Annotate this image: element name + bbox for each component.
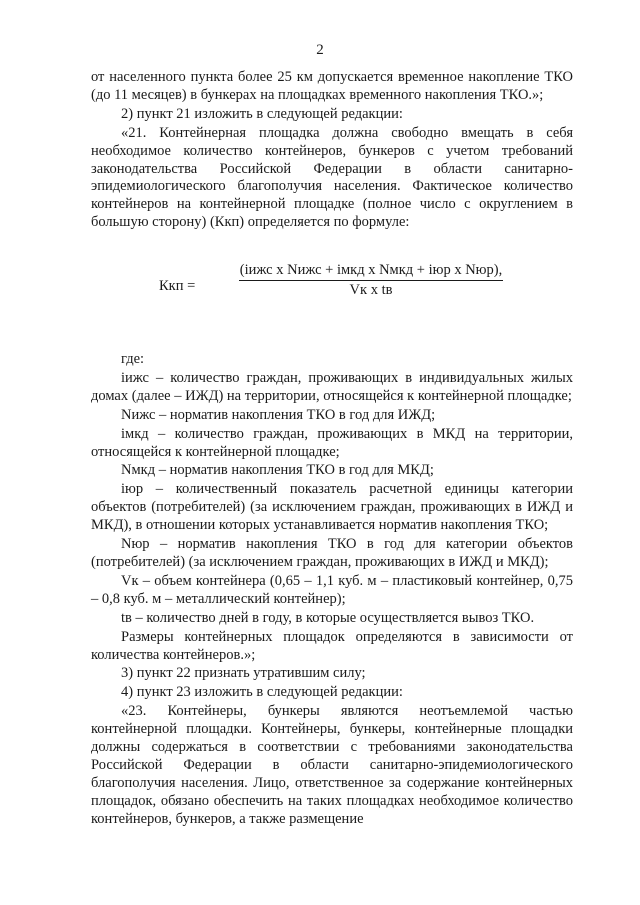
paragraph: Размеры контейнерных площадок определяются в зависимости от количества контейнеров.»; <box>91 628 573 663</box>
paragraph: «21. Контейнерная площадка должна свободно вмещать в себя необходимое количество контейнеров, бункеров с учетом требований законодательства Российской Федерации в области санитарно-эпидемиологического благополучия населения. Фактическое количество контейнеров на контейнерной площадке (полное число с округлением в большую сторону) (Ккп) определяется по формуле: <box>91 124 573 231</box>
paragraph: Vк – объем контейнера (0,65 – 1,1 куб. м – пластиковый контейнер, 0,75 – 0,8 куб. м – металлический контейнер); <box>91 572 573 607</box>
formula-fraction <box>239 262 503 299</box>
page-number: 2 <box>316 42 324 58</box>
paragraph: Nижс – норматив накопления ТКО в год для ИЖД; <box>121 406 436 423</box>
formula-denominator: Vк x tв <box>349 282 393 298</box>
paragraph: от населенного пункта более 25 км допускается временное накопление ТКО (до 11 месяцев) в бункерах на площадках временного накопления ТКО.»; <box>91 69 573 103</box>
paragraph: iижс – количество граждан, проживающих в индивидуальных жилых домах (далее – ИЖД) на территории, относящейся к контейнерной площадке; <box>91 369 573 404</box>
formula <box>91 262 573 312</box>
paragraph: iмкд – количество граждан, проживающих в МКД на территории, относящейся к контейнерной площадке; <box>91 425 573 460</box>
text-block-bottom <box>91 351 573 829</box>
paragraph: tв – количество дней в году, в которые осуществляется вывоз ТКО. <box>121 609 535 626</box>
paragraph: Nмкд – норматив накопления ТКО в год для МКД; <box>121 462 434 479</box>
paragraph: Nюр – норматив накопления ТКО в год для категории объектов (потребителей) (за исключением граждан, проживающих в ИЖД и МКД); <box>91 536 573 570</box>
paragraph: iюр – количественный показатель расчетной единицы категории объектов (потребителей) (за исключением граждан, проживающих в ИЖД и МКД), в отношении которых устанавливается норматив накопления ТКО; <box>91 481 573 534</box>
paragraph: где: <box>121 351 145 367</box>
paragraph: 3) пункт 22 признать утратившим силу; <box>121 665 366 682</box>
text-block-top <box>91 69 573 232</box>
formula-numerator: (iижс x Nижс + iмкд x Nмкд + iюр x Nюр), <box>239 262 503 281</box>
paragraph: 4) пункт 23 изложить в следующей редакции: <box>121 684 403 701</box>
paragraph: «23. Контейнеры, бункеры являются неотъемлемой частью контейнерной площадки. Контейнеры, бункеры, контейнерные площадки должны содержаться в соответствии с требованиями законодательства Российской Федерации в области санитарно-эпидемиологического благополучия населения. Лицо, ответственное за содержание контейнерных площадок, обязано обеспечить на таких площадках необходимое количество контейнеров, бункеров, а также размещение <box>91 703 573 827</box>
formula-lhs: Ккп = <box>159 278 196 294</box>
paragraph: 2) пункт 21 изложить в следующей редакции: <box>121 105 403 122</box>
